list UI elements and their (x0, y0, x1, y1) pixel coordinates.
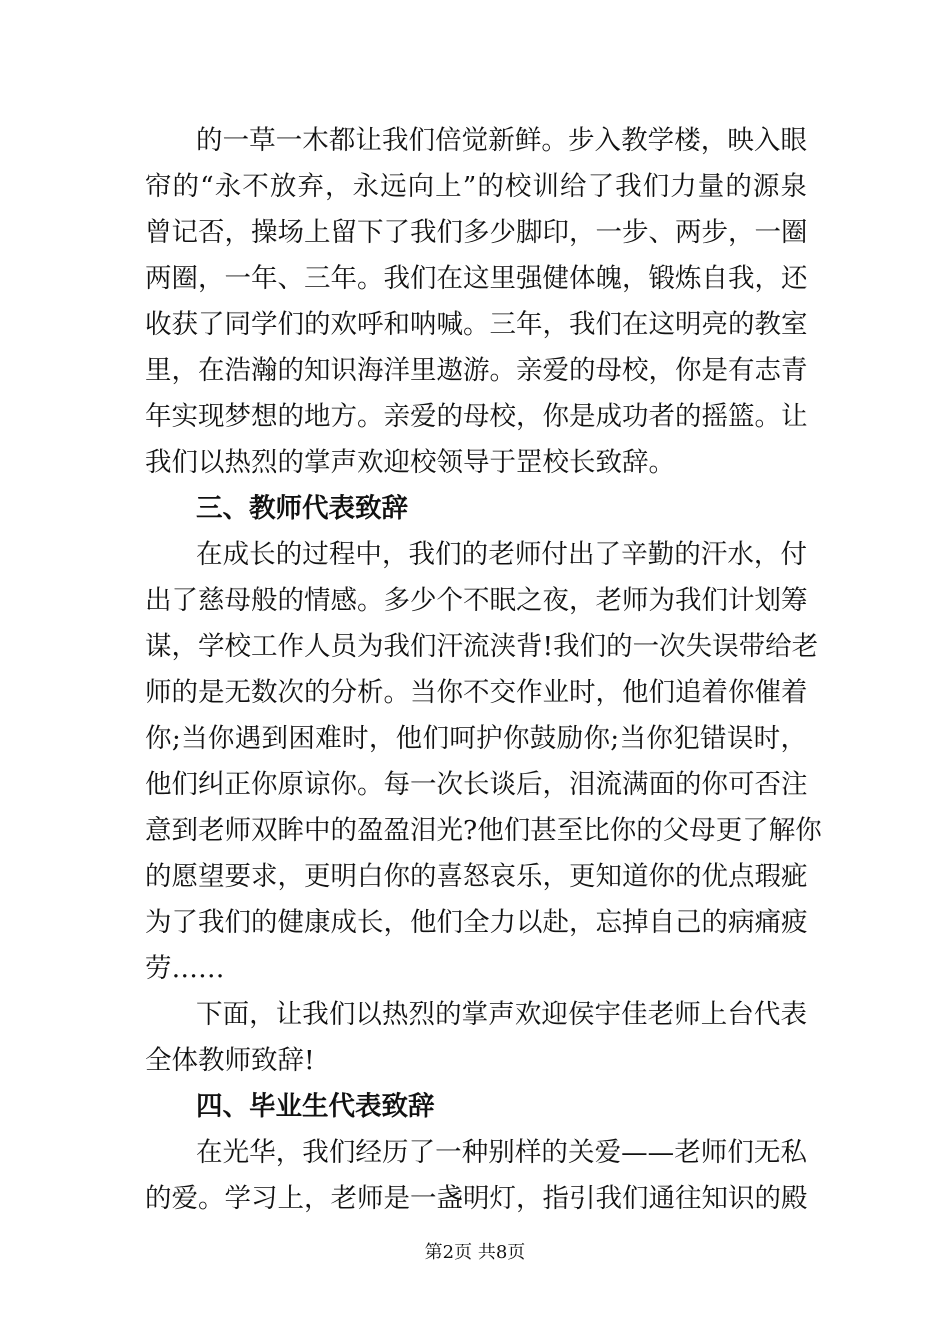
text-line: 师的是无数次的分析。当你不交作业时，他们追着你催着 (145, 677, 808, 708)
text-line: 年实现梦想的地方。亲爱的母校，你是成功者的摇篮。让 (145, 401, 808, 432)
text-line: 里，在浩瀚的知识海洋里遨游。亲爱的母校，你是有志青 (145, 355, 808, 386)
text-line: 你;当你遇到困难时，他们呵护你鼓励你;当你犯错误时， (145, 723, 807, 754)
text-line: 下面，让我们以热烈的掌声欢迎侯宇佳老师上台代表 (196, 999, 807, 1030)
text-line: 收获了同学们的欢呼和呐喊。三年，我们在这明亮的教室 (145, 309, 808, 340)
text-line: 曾记否，操场上留下了我们多少脚印，一步、两步，一圈 (145, 217, 808, 248)
section-heading: 三、教师代表致辞 (196, 493, 408, 524)
section-heading: 四、毕业生代表致辞 (196, 1091, 435, 1122)
text-line: 的一草一木都让我们倍觉新鲜。步入教学楼，映入眼 (196, 125, 807, 156)
text-line: 劳…… (145, 953, 225, 984)
page-footer: 第2页 共8页 (424, 1242, 526, 1263)
text-line: 的爱。学习上，老师是一盏明灯，指引我们通往知识的殿 (145, 1183, 808, 1214)
text-line: 出了慈母般的情感。多少个不眠之夜，老师为我们计划筹 (145, 585, 808, 616)
text-line: 两圈，一年、三年。我们在这里强健体魄，锻炼自我，还 (145, 263, 808, 294)
text-line: 的愿望要求，更明白你的喜怒哀乐，更知道你的优点瑕疵 (145, 861, 808, 892)
text-line: 他们纠正你原谅你。每一次长谈后，泪流满面的你可否注 (145, 769, 808, 800)
text-line: 全体教师致辞! (145, 1045, 315, 1076)
text-line: 在成长的过程中，我们的老师付出了辛勤的汗水，付 (196, 539, 807, 570)
text-line: 意到老师双眸中的盈盈泪光?他们甚至比你的父母更了解你 (145, 815, 822, 846)
text-line: 帘的“永不放弃，永远向上”的校训给了我们力量的源泉 (145, 171, 807, 202)
text-line: 谋，学校工作人员为我们汗流浃背!我们的一次失误带给老 (145, 631, 819, 662)
text-line: 我们以热烈的掌声欢迎校领导于罡校长致辞。 (145, 447, 675, 478)
text-line: 在光华，我们经历了一种别样的关爱——老师们无私 (196, 1137, 807, 1168)
text-line: 为了我们的健康成长，他们全力以赴，忘掉自己的病痛疲 (145, 907, 808, 938)
